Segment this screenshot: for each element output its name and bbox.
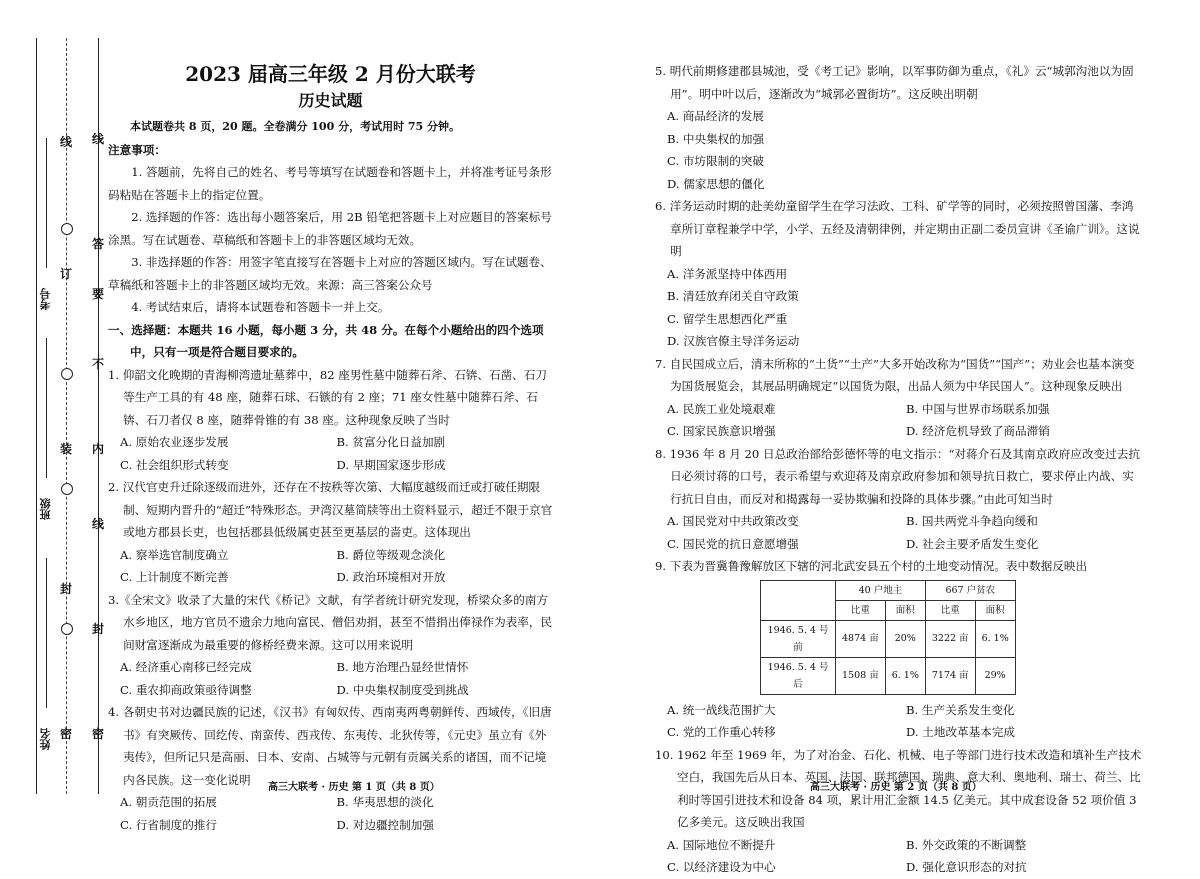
question-7 xyxy=(655,353,1145,443)
option-d[interactable]: D. 中央集权制度受到挑战 xyxy=(336,682,469,697)
table-cell: 3222 亩 xyxy=(925,620,975,657)
option-c[interactable]: C. 重农抑商政策亟待调整 xyxy=(120,682,252,697)
binding-char: 不 xyxy=(91,357,104,371)
name-line xyxy=(46,558,47,708)
option-d[interactable]: D. 土地改革基本完成 xyxy=(906,725,1016,739)
question-stem: 10. 1962 年至 1969 年，为了对冶金、石化、机械、电子等部门进行技术改造和填补生产技术空白，我国先后从日本、英国、法国、联邦德国、瑞典、意大利、奥地利、瑞士、荷兰、比利时等国引进技术和设备 84 项，累计用汇金额 14.5 亿美元。其中成套设备 52 项价值 3 亿多美元。这反映出我国 xyxy=(655,747,1142,829)
notice-item: 2. 选择题的作答：选出每小题答案后，用 2B 铅笔把答题卡上对应题目的答案标号涂黑。写在试题卷、草稿纸和答题卡上的非答题区域均无效。 xyxy=(108,210,552,247)
question-stem: 9. 下表为晋冀鲁豫解放区下辖的河北武安县五个村的土地变动情况。表中数据反映出 xyxy=(655,559,1088,573)
binding-circle xyxy=(61,483,73,495)
option-a[interactable]: A. 经济重心南移已经完成 xyxy=(120,660,252,674)
option-b[interactable]: B. 爵位等级观念淡化 xyxy=(336,547,446,562)
question-stem: 5. 明代前期修建郡县城池，受《考工记》影响，以军事防御为重点，《礼》云“城郭沟池以为固用”。明中叶以后，逐渐改为“城郭必置街坊”。这反映出明朝 xyxy=(655,64,1134,101)
question-stem: 2. 汉代官吏升迁除逐级而进外，还存在不按秩等次第、大幅度越级而迁或打破任期限制、短期内晋升的“超迁”特殊形态。尹湾汉墓简牍等出土资料显示，超迁不限于京官或地方郡县长吏，也包括郡县低级属吏甚至更基层的啬吏。这体现出 xyxy=(108,480,553,539)
table-corner-cell xyxy=(761,580,836,620)
option-d[interactable]: D. 汉族官僚主导洋务运动 xyxy=(667,334,800,348)
binding-strip xyxy=(36,38,102,794)
question-10 xyxy=(655,744,1145,879)
table-sub-header: 比重 xyxy=(836,600,886,620)
question-2 xyxy=(108,476,553,589)
option-b[interactable]: B. 地方治理凸显经世情怀 xyxy=(336,660,469,674)
option-b[interactable]: B. 华夷思想的淡化 xyxy=(336,795,434,809)
option-a[interactable]: A. 民族工业处境艰难 xyxy=(667,401,776,416)
table-group-header: 667 户贫农 xyxy=(925,580,1015,600)
option-c[interactable]: C. 国家民族意识增强 xyxy=(667,424,776,438)
binding-circle xyxy=(61,223,73,235)
question-stem: 4. 各朝史书对边疆民族的记述，《汉书》有匈奴传、西南夷两粤朝鲜传、西域传，《旧唐书》有突厥传、回纥传、南蛮传、西戎传、东夷传、北狄传等，《元史》虽立有《外夷传》，但所记只是高丽、日本、安南、占城等与元朝有贡属关系的诸国，而不记境内各民族。这一变化说明 xyxy=(108,705,552,787)
option-d[interactable]: D. 儒家思想的僵化 xyxy=(667,176,765,191)
question-stem: 3.《全宋文》收录了大量的宋代《桥记》文献，有学者统计研究发现，桥梁众多的南方水乡地区，地方官员不遗余力地向富民、僧侣劝捐，甚至不惜捐出俸禄作为表率，民间财富逐渐成为最重要的修桥经费来源。这可以用来说明 xyxy=(108,592,553,652)
table-cell: 1508 亩 xyxy=(836,657,886,694)
binding-circle xyxy=(61,623,73,635)
binding-char: 答 xyxy=(91,237,104,251)
option-a[interactable]: A. 国民党对中共政策改变 xyxy=(667,514,799,528)
option-a[interactable]: A. 察举选官制度确立 xyxy=(120,547,229,562)
page-footer-left: 高三大联考 · 历史 第 1 页（共 8 页） xyxy=(268,782,440,793)
binding-circle xyxy=(61,368,73,380)
class-line xyxy=(46,338,47,478)
notice-item: 4. 考试结束后，请将本试题卷和答题卡一并上交。 xyxy=(131,300,390,314)
table-row-label: 1946. 5. 4 号后 xyxy=(761,657,836,694)
option-c[interactable]: C. 上计制度不断完善 xyxy=(120,570,229,584)
binding-char: 装 xyxy=(59,442,72,456)
option-b[interactable]: B. 清廷放弃闭关自守政策 xyxy=(667,289,799,303)
option-a[interactable]: A. 商品经济的发展 xyxy=(667,109,764,123)
table-group-header: 40 户地主 xyxy=(836,580,926,600)
option-b[interactable]: B. 生产关系发生变化 xyxy=(906,702,1015,717)
subject-title: 历史试题 xyxy=(298,91,363,110)
binding-dashed-line xyxy=(66,38,67,794)
right-page xyxy=(655,60,1145,879)
table-sub-header: 面积 xyxy=(975,600,1015,620)
table-cell: 7174 亩 xyxy=(925,657,975,694)
table-cell: 6. 1% xyxy=(885,657,925,694)
binding-char: 线 xyxy=(91,132,104,146)
question-1 xyxy=(108,364,553,477)
question-5 xyxy=(655,60,1145,195)
option-c[interactable]: C. 留学生思想西化严重 xyxy=(667,311,788,326)
option-d[interactable]: D. 早期国家逐步形成 xyxy=(336,457,446,472)
table-sub-header: 比重 xyxy=(925,600,975,620)
section-heading: 一、选择题：本题共 16 小题，每小题 3 分，共 48 分。在每个小题给出的四个选项中，只有一项是符合题目要求的。 xyxy=(108,322,544,359)
binding-char: 密 xyxy=(59,727,72,741)
option-c[interactable]: C. 社会组织形式转变 xyxy=(120,457,229,472)
option-d[interactable]: D. 政治环境相对开放 xyxy=(336,570,446,584)
option-b[interactable]: B. 中国与世界市场联系加强 xyxy=(906,401,1050,416)
question-9 xyxy=(655,555,1145,744)
table-cell: 29% xyxy=(975,657,1015,694)
question-stem: 7. 自民国成立后，清末所称的“土货”“土产”大多开始改称为“国货”“国产”；劝业会也基本演变为国货展览会，其展品明确规定“以国货为限，出品人须为中华民国人”。这种现象反映出 xyxy=(655,356,1135,393)
binding-char: 封 xyxy=(91,622,104,636)
table-cell: 6. 1% xyxy=(975,620,1015,657)
binding-char: 线 xyxy=(59,135,72,149)
page-title: 2023 届高三年级 2 月份大联考 xyxy=(185,62,476,86)
table-row xyxy=(761,657,1016,694)
option-c[interactable]: C. 行省制度的推行 xyxy=(120,817,217,832)
binding-char: 封 xyxy=(59,582,72,596)
option-a[interactable]: A. 原始农业逐步发展 xyxy=(120,435,229,449)
option-a[interactable]: A. 朝贡范围的拓展 xyxy=(120,795,217,809)
binding-char: 订 xyxy=(59,267,72,281)
option-b[interactable]: B. 外交政策的不断调整 xyxy=(906,837,1027,852)
question-8 xyxy=(655,443,1145,556)
name-label: 姓名 xyxy=(39,728,52,750)
option-c[interactable]: C. 党的工作重心转移 xyxy=(667,725,776,739)
land-change-table xyxy=(760,580,1016,695)
option-c[interactable]: C. 国民党的抗日意愿增强 xyxy=(667,536,799,551)
binding-char: 线 xyxy=(91,517,104,531)
option-c[interactable]: C. 市坊限制的突破 xyxy=(667,154,764,168)
exam-summary: 本试题卷共 8 页，20 题。全卷满分 100 分，考试用时 75 分钟。 xyxy=(130,120,461,133)
option-b[interactable]: B. 中央集权的加强 xyxy=(667,131,765,146)
option-c[interactable]: C. 以经济建设为中心 xyxy=(667,860,776,874)
option-d[interactable]: D. 强化意识形态的对抗 xyxy=(906,860,1027,874)
binding-line xyxy=(36,38,37,794)
question-3 xyxy=(108,589,553,702)
question-4 xyxy=(108,701,553,836)
class-label: 班级 xyxy=(39,498,52,520)
exam-number-label: 考号 xyxy=(39,288,52,310)
binding-char: 密 xyxy=(91,727,104,741)
binding-char: 内 xyxy=(91,442,104,456)
table-row-label: 1946. 5. 4 号前 xyxy=(761,620,836,657)
notice-item: 3. 非选择题的作答：用签字笔直接写在答题卡上对应的答题区域内。写在试题卷、草稿纸和答题卡上的非答题区域均无效。来源：高三答案公众号 xyxy=(108,255,552,292)
option-b[interactable]: B. 贫富分化日益加剧 xyxy=(336,435,446,449)
option-d[interactable]: D. 经济危机导致了商品滞销 xyxy=(906,424,1050,438)
question-stem: 1. 仰韶文化晚期的青海柳湾遗址墓葬中，82 座男性墓中随葬石斧、石锛、石凿、石刀等生产工具的有 48 座，随葬石球、石镞的有 2 座；71 座女性墓中随葬石斧、石锛、石刀者仅 8 座，随葬骨锥的有 38 座。这种现象反映了当时 xyxy=(108,367,547,427)
binding-line xyxy=(98,38,99,794)
table-cell: 20% xyxy=(885,620,925,657)
table-row xyxy=(761,620,1016,657)
option-a[interactable]: A. 国际地位不断提升 xyxy=(667,837,776,852)
notice-title: 注意事项： xyxy=(108,142,166,157)
question-stem: 8. 1936 年 8 月 20 日总政治部给彭德怀等的电文指示：“对蒋介石及其南京政府应改变过去抗日必须讨蒋的口号，表示希望与欢迎蒋及南京政府参加和领导抗日救亡，要求停止内战、实行抗日自由，而反对和揭露每一妥协欺骗和投降的具体步骤。”由此可知当时 xyxy=(655,446,1140,506)
option-b[interactable]: B. 国共两党斗争趋向缓和 xyxy=(906,514,1038,528)
left-page xyxy=(108,60,553,836)
table-sub-header: 面积 xyxy=(885,600,925,620)
option-d[interactable]: D. 对边疆控制加强 xyxy=(336,817,434,832)
binding-char: 要 xyxy=(91,287,104,301)
question-6 xyxy=(655,195,1145,353)
question-stem: 6. 洋务运动时期的赴美幼童留学生在学习法政、工科、矿学等的同时，必须按照曾国藩、李鸿章所订章程兼学中学，小学、五经及清朝律例，并定期由正副二委员宣讲《圣谕广训》。这说明 xyxy=(655,199,1140,258)
option-d[interactable]: D. 社会主要矛盾发生变化 xyxy=(906,536,1039,551)
notice-item: 1. 答题前，先将自己的姓名、考号等填写在试题卷和答题卡上，并将准考证号条形码粘贴在答题卡上的指定位置。 xyxy=(108,165,552,202)
table-cell: 4874 亩 xyxy=(836,620,886,657)
option-a[interactable]: A. 统一战线范围扩大 xyxy=(667,702,776,717)
page-footer-right: 高三大联考 · 历史 第 2 页（共 8 页） xyxy=(810,782,982,793)
option-a[interactable]: A. 洋务派坚持中体西用 xyxy=(667,266,788,281)
exam-number-line xyxy=(46,138,47,268)
